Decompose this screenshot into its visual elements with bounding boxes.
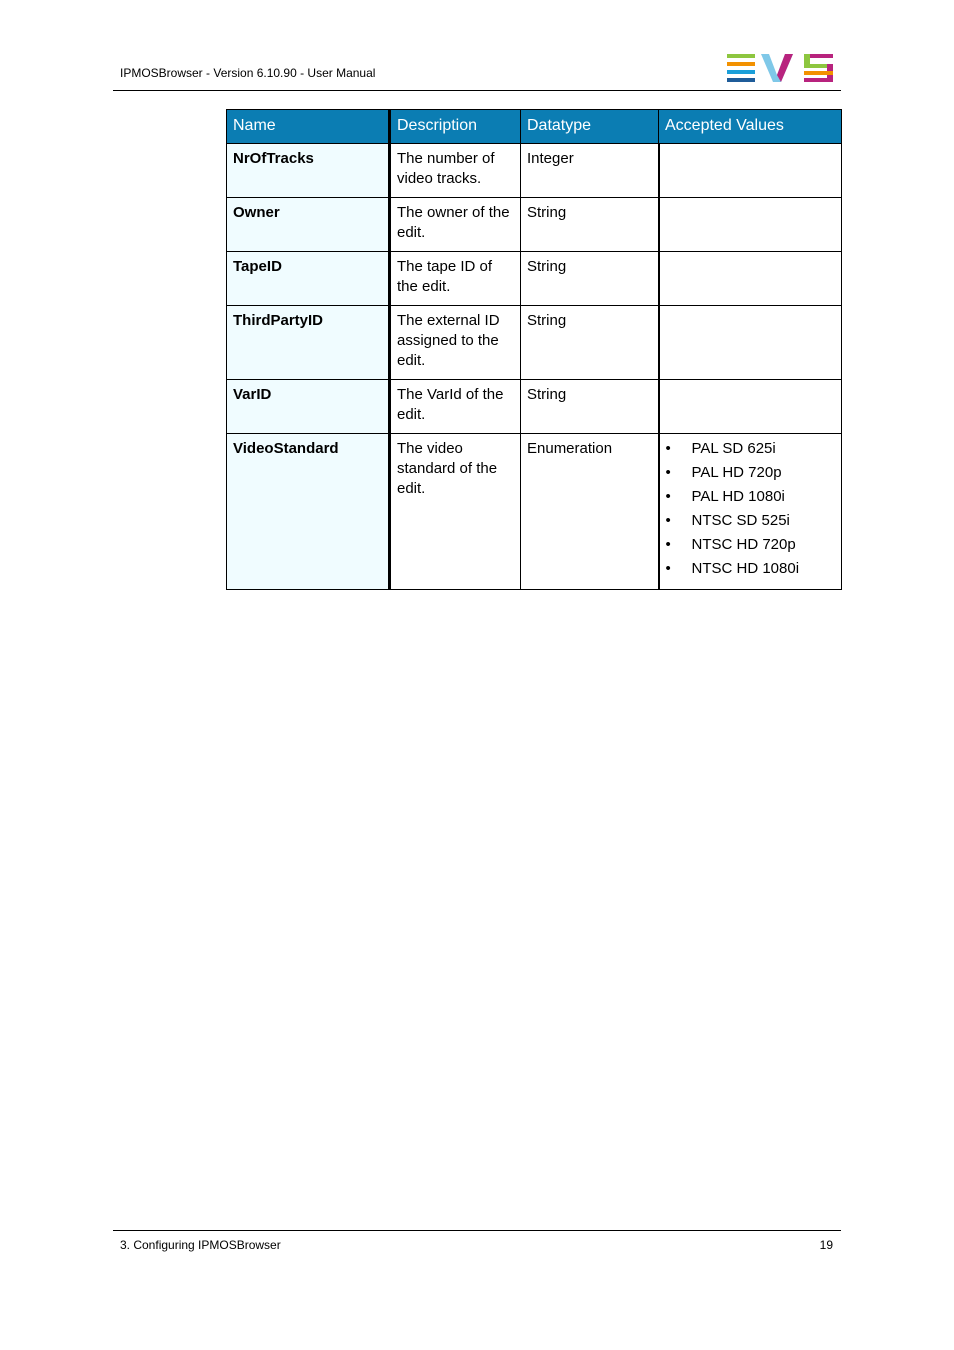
column-header-description: Description: [390, 110, 521, 144]
logo-e-bar-4: [727, 78, 755, 82]
logo-v-right: [777, 54, 793, 82]
cell-datatype: Integer: [521, 144, 659, 198]
bullet-icon: •: [665, 440, 671, 457]
column-header-datatype: Datatype: [521, 110, 659, 144]
cell-datatype: String: [521, 306, 659, 380]
footer-rule: [113, 1230, 841, 1231]
logo-e-bar-1: [727, 54, 755, 58]
list-item: • PAL SD 625i: [665, 440, 776, 457]
table-header-row: [227, 110, 842, 144]
column-header-accepted-values: Accepted Values: [659, 110, 842, 144]
cell-datatype: String: [521, 198, 659, 252]
footer-chapter: 3. Configuring IPMOSBrowser: [120, 1238, 281, 1252]
bullet-icon: •: [665, 560, 671, 577]
cell-name: VideoStandard: [227, 434, 390, 590]
column-header-name: Name: [227, 110, 390, 144]
cell-description: The VarId of the edit.: [390, 380, 521, 434]
cell-accepted-values: [659, 252, 842, 306]
cell-datatype: String: [521, 252, 659, 306]
bullet-icon: •: [665, 536, 671, 553]
evs-logo: [726, 53, 834, 83]
cell-datatype: String: [521, 380, 659, 434]
cell-accepted-values: [659, 434, 842, 590]
logo-s-bar-3: [804, 71, 833, 75]
parameters-table: [226, 109, 842, 590]
cell-accepted-values: [659, 306, 842, 380]
bullet-icon: •: [665, 464, 671, 481]
bullet-icon: •: [665, 512, 671, 529]
cell-datatype: Enumeration: [521, 434, 659, 590]
cell-description: The video standard of the edit.: [390, 434, 521, 590]
header-rule: [113, 90, 841, 91]
table-row: [227, 144, 842, 198]
document-header-title: IPMOSBrowser - Version 6.10.90 - User Manual: [120, 66, 376, 80]
logo-s-bar-4: [804, 78, 833, 82]
cell-name: VarID: [227, 380, 390, 434]
cell-description: The tape ID of the edit.: [390, 252, 521, 306]
list-item: • NTSC HD 720p: [665, 536, 796, 553]
list-item: • PAL HD 1080i: [665, 488, 785, 505]
cell-name: NrOfTracks: [227, 144, 390, 198]
table-row: [227, 434, 842, 590]
accepted-values-list: [666, 439, 836, 583]
cell-accepted-values: [659, 144, 842, 198]
table-row: [227, 306, 842, 380]
table-row: [227, 198, 842, 252]
bullet-icon: •: [665, 488, 671, 505]
page-number: 19: [819, 1238, 833, 1252]
logo-e-bar-3: [727, 70, 755, 74]
cell-description: The owner of the edit.: [390, 198, 521, 252]
cell-description: The external ID assigned to the edit.: [390, 306, 521, 380]
list-item: • NTSC SD 525i: [665, 512, 790, 529]
list-item: • NTSC HD 1080i: [665, 560, 800, 577]
table-row: [227, 252, 842, 306]
logo-e-bar-2: [727, 62, 755, 66]
cell-name: Owner: [227, 198, 390, 252]
cell-name: TapeID: [227, 252, 390, 306]
list-item: • PAL HD 720p: [665, 464, 782, 481]
cell-accepted-values: [659, 380, 842, 434]
table-row: [227, 380, 842, 434]
cell-description: The number of video tracks.: [390, 144, 521, 198]
cell-accepted-values: [659, 198, 842, 252]
cell-name: ThirdPartyID: [227, 306, 390, 380]
